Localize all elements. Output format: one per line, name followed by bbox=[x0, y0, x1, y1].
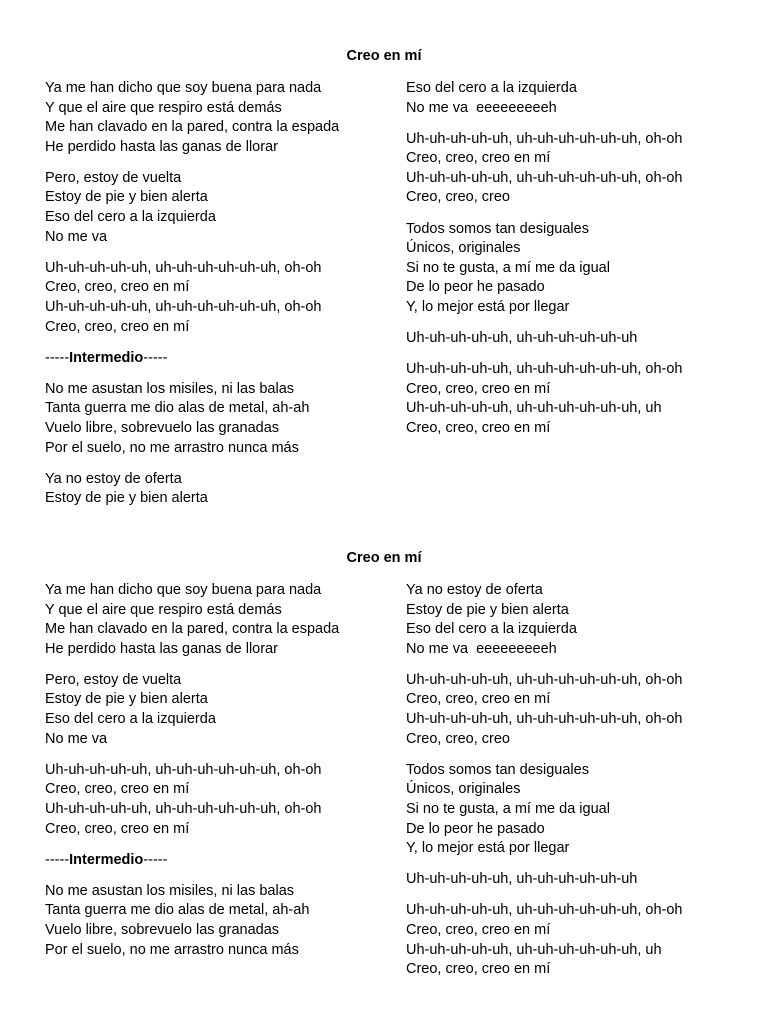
lyric-line: Creo, creo, creo en mí bbox=[406, 150, 551, 167]
stanza bbox=[45, 581, 395, 659]
song-title: Creo en mí bbox=[346, 48, 422, 64]
intermission-dashes: ----- bbox=[45, 851, 70, 868]
intermission-dashes: ----- bbox=[45, 349, 70, 366]
stanza bbox=[406, 870, 756, 890]
lyric-line: Uh-uh-uh-uh-uh, uh-uh-uh-uh-uh-uh, oh-oh bbox=[45, 298, 322, 315]
intermission-label: Intermedio bbox=[69, 851, 144, 868]
lyric-line: Y que el aire que respiro está demás bbox=[45, 99, 282, 116]
intermission-dashes: ----- bbox=[143, 349, 168, 366]
lyric-line: No me va eeeeeeeeeh bbox=[406, 99, 557, 116]
stanza bbox=[45, 761, 395, 839]
stanza bbox=[45, 851, 395, 871]
stanza bbox=[45, 79, 395, 157]
lyric-line: Por el suelo, no me arrastro nunca más bbox=[45, 941, 299, 958]
lyric-line: Todos somos tan desiguales bbox=[406, 220, 589, 237]
lyric-line: Todos somos tan desiguales bbox=[406, 761, 589, 778]
lyric-line: Pero, estoy de vuelta bbox=[45, 671, 182, 688]
lyric-line: Vuelo libre, sobrevuelo las granadas bbox=[45, 921, 280, 938]
stanza bbox=[406, 220, 756, 318]
lyric-line: De lo peor he pasado bbox=[406, 820, 545, 837]
lyric-line: Uh-uh-uh-uh-uh, uh-uh-uh-uh-uh-uh bbox=[406, 330, 638, 347]
left-column bbox=[45, 581, 395, 972]
stanza bbox=[406, 130, 756, 208]
lyric-line: Eso del cero a la izquierda bbox=[406, 80, 577, 96]
lyric-line: Uh-uh-uh-uh-uh, uh-uh-uh-uh-uh-uh, oh-oh bbox=[406, 130, 683, 147]
lyric-line: Creo, creo, creo en mí bbox=[45, 318, 190, 335]
lyric-line: Estoy de pie y bien alerta bbox=[45, 691, 208, 708]
lyric-line: Uh-uh-uh-uh-uh, uh-uh-uh-uh-uh-uh, oh-oh bbox=[406, 711, 683, 728]
lyric-line: Creo, creo, creo en mí bbox=[45, 279, 190, 296]
intermission-marker bbox=[45, 349, 395, 369]
lyric-line: He perdido hasta las ganas de llorar bbox=[45, 640, 278, 657]
lyrics-page-2 bbox=[0, 502, 768, 1002]
lyric-line: Creo, creo, creo en mí bbox=[406, 380, 551, 397]
lyric-line: De lo peor he pasado bbox=[406, 279, 545, 296]
intermission-dashes: ----- bbox=[143, 851, 168, 868]
lyric-line: Ya me han dicho que soy buena para nada bbox=[45, 80, 322, 96]
stanza bbox=[45, 882, 395, 960]
left-column bbox=[45, 79, 395, 520]
stanza bbox=[45, 259, 395, 337]
stanza bbox=[45, 671, 395, 749]
stanza bbox=[45, 349, 395, 369]
lyric-line: Creo, creo, creo bbox=[406, 730, 510, 747]
lyric-line: Eso del cero a la izquierda bbox=[45, 209, 216, 226]
lyric-line: Creo, creo, creo en mí bbox=[45, 781, 190, 798]
lyric-line: Creo, creo, creo en mí bbox=[406, 961, 551, 978]
lyric-line: Ya me han dicho que soy buena para nada bbox=[45, 582, 322, 598]
stanza bbox=[45, 169, 395, 247]
lyric-line: Y, lo mejor está por llegar bbox=[406, 840, 570, 857]
lyric-line: Creo, creo, creo en mí bbox=[406, 419, 551, 436]
lyric-line: Y que el aire que respiro está demás bbox=[45, 601, 282, 618]
lyric-line: Por el suelo, no me arrastro nunca más bbox=[45, 439, 299, 456]
lyric-line: Estoy de pie y bien alerta bbox=[406, 601, 569, 618]
stanza bbox=[45, 380, 395, 458]
lyric-line: Creo, creo, creo en mí bbox=[45, 820, 190, 837]
lyric-line: Me han clavado en la pared, contra la espada bbox=[45, 119, 340, 136]
lyric-line: Me han clavado en la pared, contra la espada bbox=[45, 621, 340, 638]
stanza bbox=[406, 329, 756, 349]
lyric-line: Únicos, originales bbox=[406, 240, 521, 257]
right-column bbox=[406, 79, 756, 450]
lyric-line: Si no te gusta, a mí me da igual bbox=[406, 800, 610, 817]
right-column bbox=[406, 581, 756, 991]
stanza bbox=[406, 79, 756, 118]
lyric-line: Uh-uh-uh-uh-uh, uh-uh-uh-uh-uh-uh, uh bbox=[406, 400, 662, 417]
lyric-line: Estoy de pie y bien alerta bbox=[45, 490, 208, 507]
intermission-label: Intermedio bbox=[69, 349, 144, 366]
lyric-line: Uh-uh-uh-uh-uh, uh-uh-uh-uh-uh-uh, oh-oh bbox=[406, 361, 683, 378]
lyric-line: Uh-uh-uh-uh-uh, uh-uh-uh-uh-uh-uh, oh-oh bbox=[45, 761, 322, 778]
song-title: Creo en mí bbox=[346, 550, 422, 566]
lyric-line: Eso del cero a la izquierda bbox=[406, 621, 577, 638]
lyric-line: No me va bbox=[45, 730, 108, 747]
lyric-line: Creo, creo, creo en mí bbox=[406, 921, 551, 938]
lyric-line: Ya no estoy de oferta bbox=[45, 470, 182, 487]
stanza bbox=[406, 901, 756, 979]
lyric-line: Y, lo mejor está por llegar bbox=[406, 298, 570, 315]
lyric-line: Creo, creo, creo en mí bbox=[406, 691, 551, 708]
lyric-line: He perdido hasta las ganas de llorar bbox=[45, 138, 278, 155]
lyric-line: Eso del cero a la izquierda bbox=[45, 711, 216, 728]
lyric-line: No me va bbox=[45, 228, 108, 245]
lyric-line: Si no te gusta, a mí me da igual bbox=[406, 259, 610, 276]
lyric-line: Estoy de pie y bien alerta bbox=[45, 189, 208, 206]
lyric-line: Creo, creo, creo bbox=[406, 189, 510, 206]
intermission-marker bbox=[45, 851, 395, 871]
lyric-line: Uh-uh-uh-uh-uh, uh-uh-uh-uh-uh-uh, oh-oh bbox=[406, 169, 683, 186]
lyric-line: Vuelo libre, sobrevuelo las granadas bbox=[45, 419, 280, 436]
lyric-line: Únicos, originales bbox=[406, 781, 521, 798]
lyric-line: Ya no estoy de oferta bbox=[406, 582, 543, 598]
lyric-line: Tanta guerra me dio alas de metal, ah-ah bbox=[45, 902, 310, 919]
lyric-line: No me asustan los misiles, ni las balas bbox=[45, 380, 295, 397]
lyric-line: No me asustan los misiles, ni las balas bbox=[45, 882, 295, 899]
lyric-line: Uh-uh-uh-uh-uh, uh-uh-uh-uh-uh-uh, uh bbox=[406, 941, 662, 958]
lyric-line: Pero, estoy de vuelta bbox=[45, 169, 182, 186]
stanza bbox=[406, 671, 756, 749]
lyric-line: Uh-uh-uh-uh-uh, uh-uh-uh-uh-uh-uh bbox=[406, 871, 638, 888]
lyric-line: Tanta guerra me dio alas de metal, ah-ah bbox=[45, 400, 310, 417]
stanza bbox=[406, 581, 756, 659]
lyric-line: Uh-uh-uh-uh-uh, uh-uh-uh-uh-uh-uh, oh-oh bbox=[45, 800, 322, 817]
lyric-line: No me va eeeeeeeeeh bbox=[406, 640, 557, 657]
lyric-line: Uh-uh-uh-uh-uh, uh-uh-uh-uh-uh-uh, oh-oh bbox=[406, 902, 683, 919]
stanza bbox=[406, 360, 756, 438]
lyrics-page-1 bbox=[0, 0, 768, 507]
lyric-line: Uh-uh-uh-uh-uh, uh-uh-uh-uh-uh-uh, oh-oh bbox=[406, 671, 683, 688]
lyric-line: Uh-uh-uh-uh-uh, uh-uh-uh-uh-uh-uh, oh-oh bbox=[45, 259, 322, 276]
stanza bbox=[406, 761, 756, 859]
